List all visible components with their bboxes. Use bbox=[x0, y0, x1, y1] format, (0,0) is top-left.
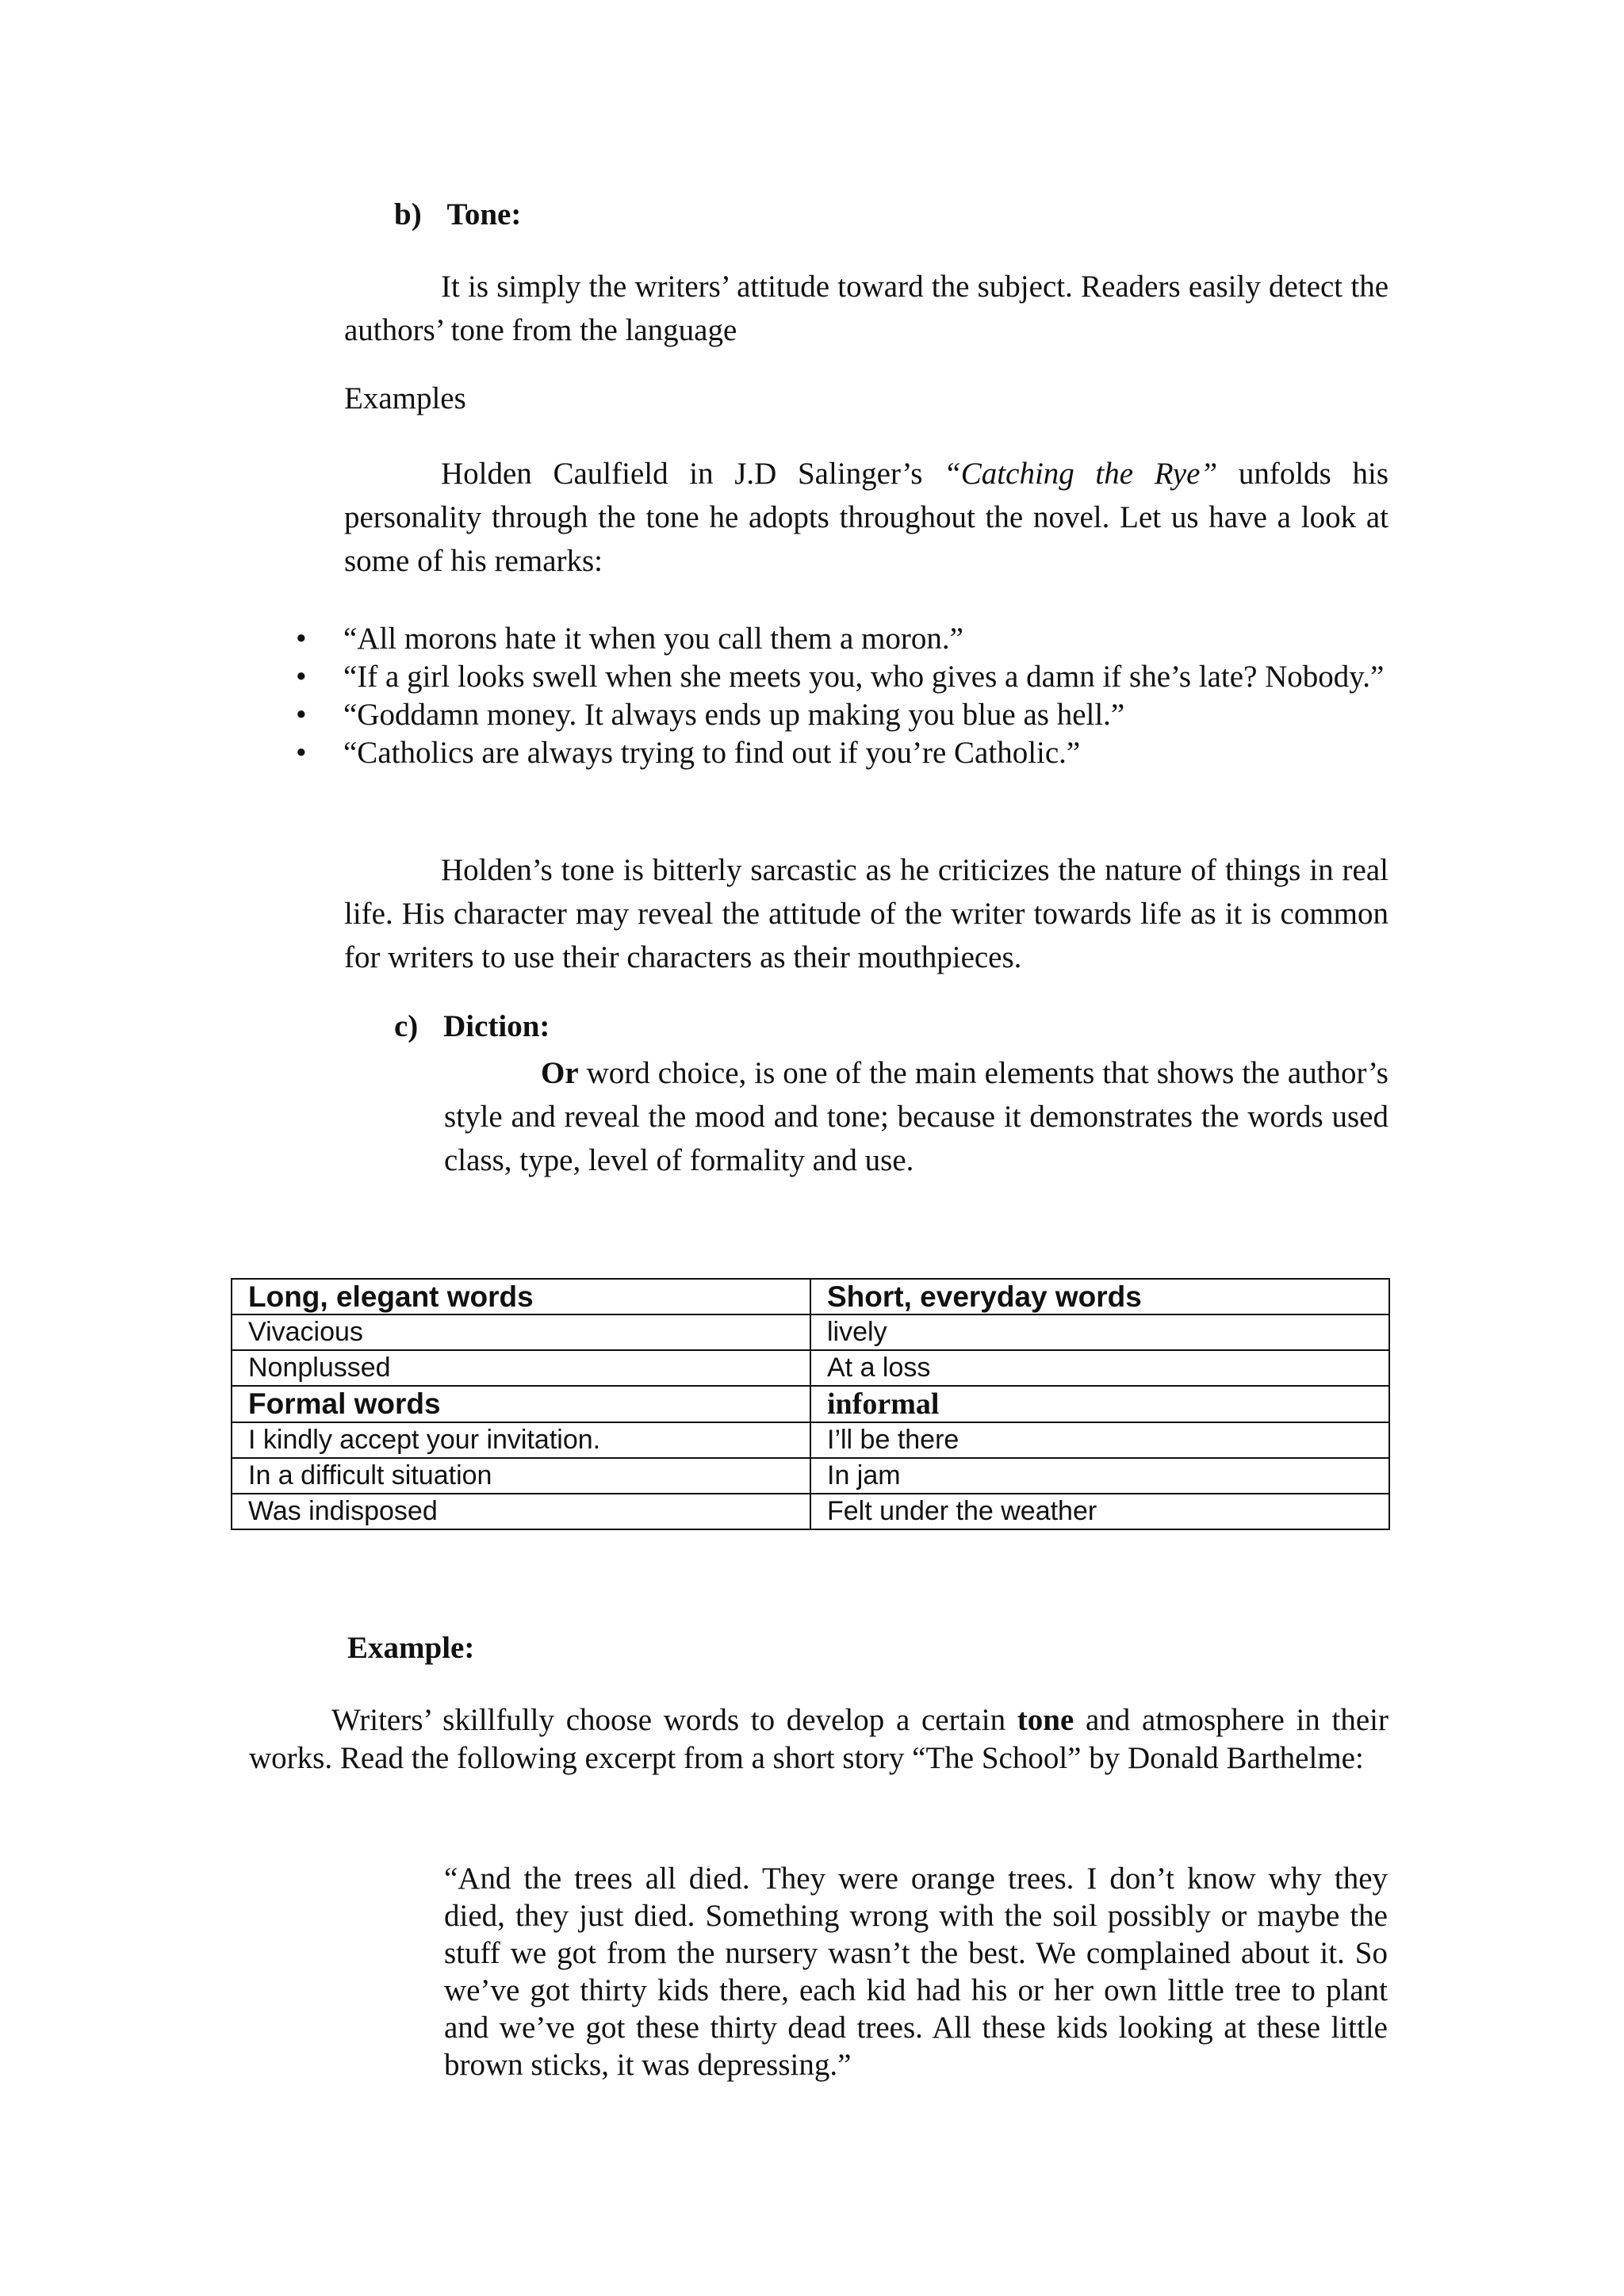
diction-lead: Or bbox=[541, 1056, 579, 1090]
holden-intro-paragraph bbox=[344, 452, 1388, 583]
writers-after: and atmosphere in their works. Read the following excerpt from a short story “The School” by Donald Barthelme: bbox=[249, 1703, 1388, 1775]
quote-text: “Goddamn money. It always ends up making you blue as hell.” bbox=[343, 698, 1125, 732]
table-cell: Nonplussed bbox=[232, 1350, 810, 1386]
holden-intro-before: Holden Caulfield in J.D Salinger’s bbox=[441, 457, 944, 491]
excerpt-block-quote: “And the trees all died. They were orange trees. I don’t know why they died, they just died. Something wrong with the soil possibly or maybe the stuff we got from the nursery wasn’t the best. We complained about it. So we’ve got thirty kids there, each kid had his or her own little tree to plant and we’ve got these thirty dead trees. All these kids looking at these little brown sticks, it was depressing.” bbox=[444, 1862, 1388, 2082]
diction-paragraph bbox=[444, 1051, 1388, 1182]
quote-text: “All morons hate it when you call them a moron.” bbox=[343, 622, 963, 656]
table-row bbox=[232, 1314, 1389, 1350]
table-cell: Vivacious bbox=[232, 1314, 810, 1350]
table-subheader-cell: Formal words bbox=[232, 1386, 810, 1422]
book-title: “Catching the Rye” bbox=[944, 457, 1218, 491]
table-cell: I kindly accept your invitation. bbox=[232, 1422, 810, 1458]
table-header-cell: Long, elegant words bbox=[232, 1279, 810, 1314]
table-cell: lively bbox=[810, 1314, 1389, 1350]
table-row bbox=[232, 1350, 1389, 1386]
word-comparison-table bbox=[231, 1278, 1390, 1530]
list-item bbox=[296, 658, 1388, 696]
writers-before: Writers’ skillfully choose words to develop a certain bbox=[331, 1703, 1017, 1737]
section-b-title: Tone: bbox=[446, 197, 522, 232]
table-subheader-row bbox=[232, 1386, 1389, 1422]
list-item bbox=[296, 696, 1388, 734]
list-item bbox=[296, 734, 1388, 772]
holden-tone-paragraph: Holden’s tone is bitterly sarcastic as he criticizes the nature of things in real life. His character may reveal the attitude of the writer towards life as it is common for writers to use their characters as their mouthpieces. bbox=[344, 853, 1388, 974]
tone-definition-paragraph: It is simply the writers’ attitude toward the subject. Readers easily detect the authors’ tone from the language bbox=[344, 270, 1388, 347]
bullet-icon: • bbox=[296, 736, 307, 770]
table-cell: Felt under the weather bbox=[810, 1494, 1389, 1529]
section-c-title: Diction: bbox=[443, 1009, 550, 1043]
bullet-icon: • bbox=[296, 698, 307, 732]
bullet-icon: • bbox=[296, 622, 307, 656]
example-heading: Example: bbox=[347, 1631, 475, 1665]
table-row bbox=[232, 1458, 1389, 1494]
table-cell: In jam bbox=[810, 1458, 1389, 1494]
writers-paragraph bbox=[249, 1701, 1388, 1777]
bullet-icon: • bbox=[296, 660, 307, 694]
holden-intro-after: unfolds his personality through the tone he adopts throughout the novel. Let us have a look at some of his remarks: bbox=[344, 457, 1389, 578]
table-header-cell: Short, everyday words bbox=[810, 1279, 1389, 1314]
table-cell: I’ll be there bbox=[810, 1422, 1389, 1458]
table-row bbox=[232, 1494, 1389, 1529]
section-c-label: c) bbox=[394, 1009, 419, 1043]
diction-text: word choice, is one of the main elements that shows the author’s style and reveal the mood and tone; because it demonstrates the words used class, type, level of formality and use. bbox=[444, 1056, 1388, 1177]
section-b-label: b) bbox=[394, 197, 422, 232]
section-b-heading bbox=[394, 197, 521, 232]
table-header-row bbox=[232, 1279, 1389, 1314]
list-item bbox=[296, 620, 1388, 658]
table-cell: At a loss bbox=[810, 1350, 1389, 1386]
examples-label: Examples bbox=[344, 381, 466, 415]
quote-list bbox=[296, 620, 1388, 772]
section-c-heading bbox=[394, 1008, 550, 1044]
table-subheader-cell: informal bbox=[810, 1386, 1389, 1422]
table-row bbox=[232, 1422, 1389, 1458]
quote-text: “Catholics are always trying to find out if you’re Catholic.” bbox=[343, 736, 1081, 770]
quote-text: “If a girl looks swell when she meets you, who gives a damn if she’s late? Nobody.” bbox=[343, 660, 1385, 694]
table-cell: Was indisposed bbox=[232, 1494, 810, 1529]
table-cell: In a difficult situation bbox=[232, 1458, 810, 1494]
writers-bold-word: tone bbox=[1017, 1703, 1074, 1737]
